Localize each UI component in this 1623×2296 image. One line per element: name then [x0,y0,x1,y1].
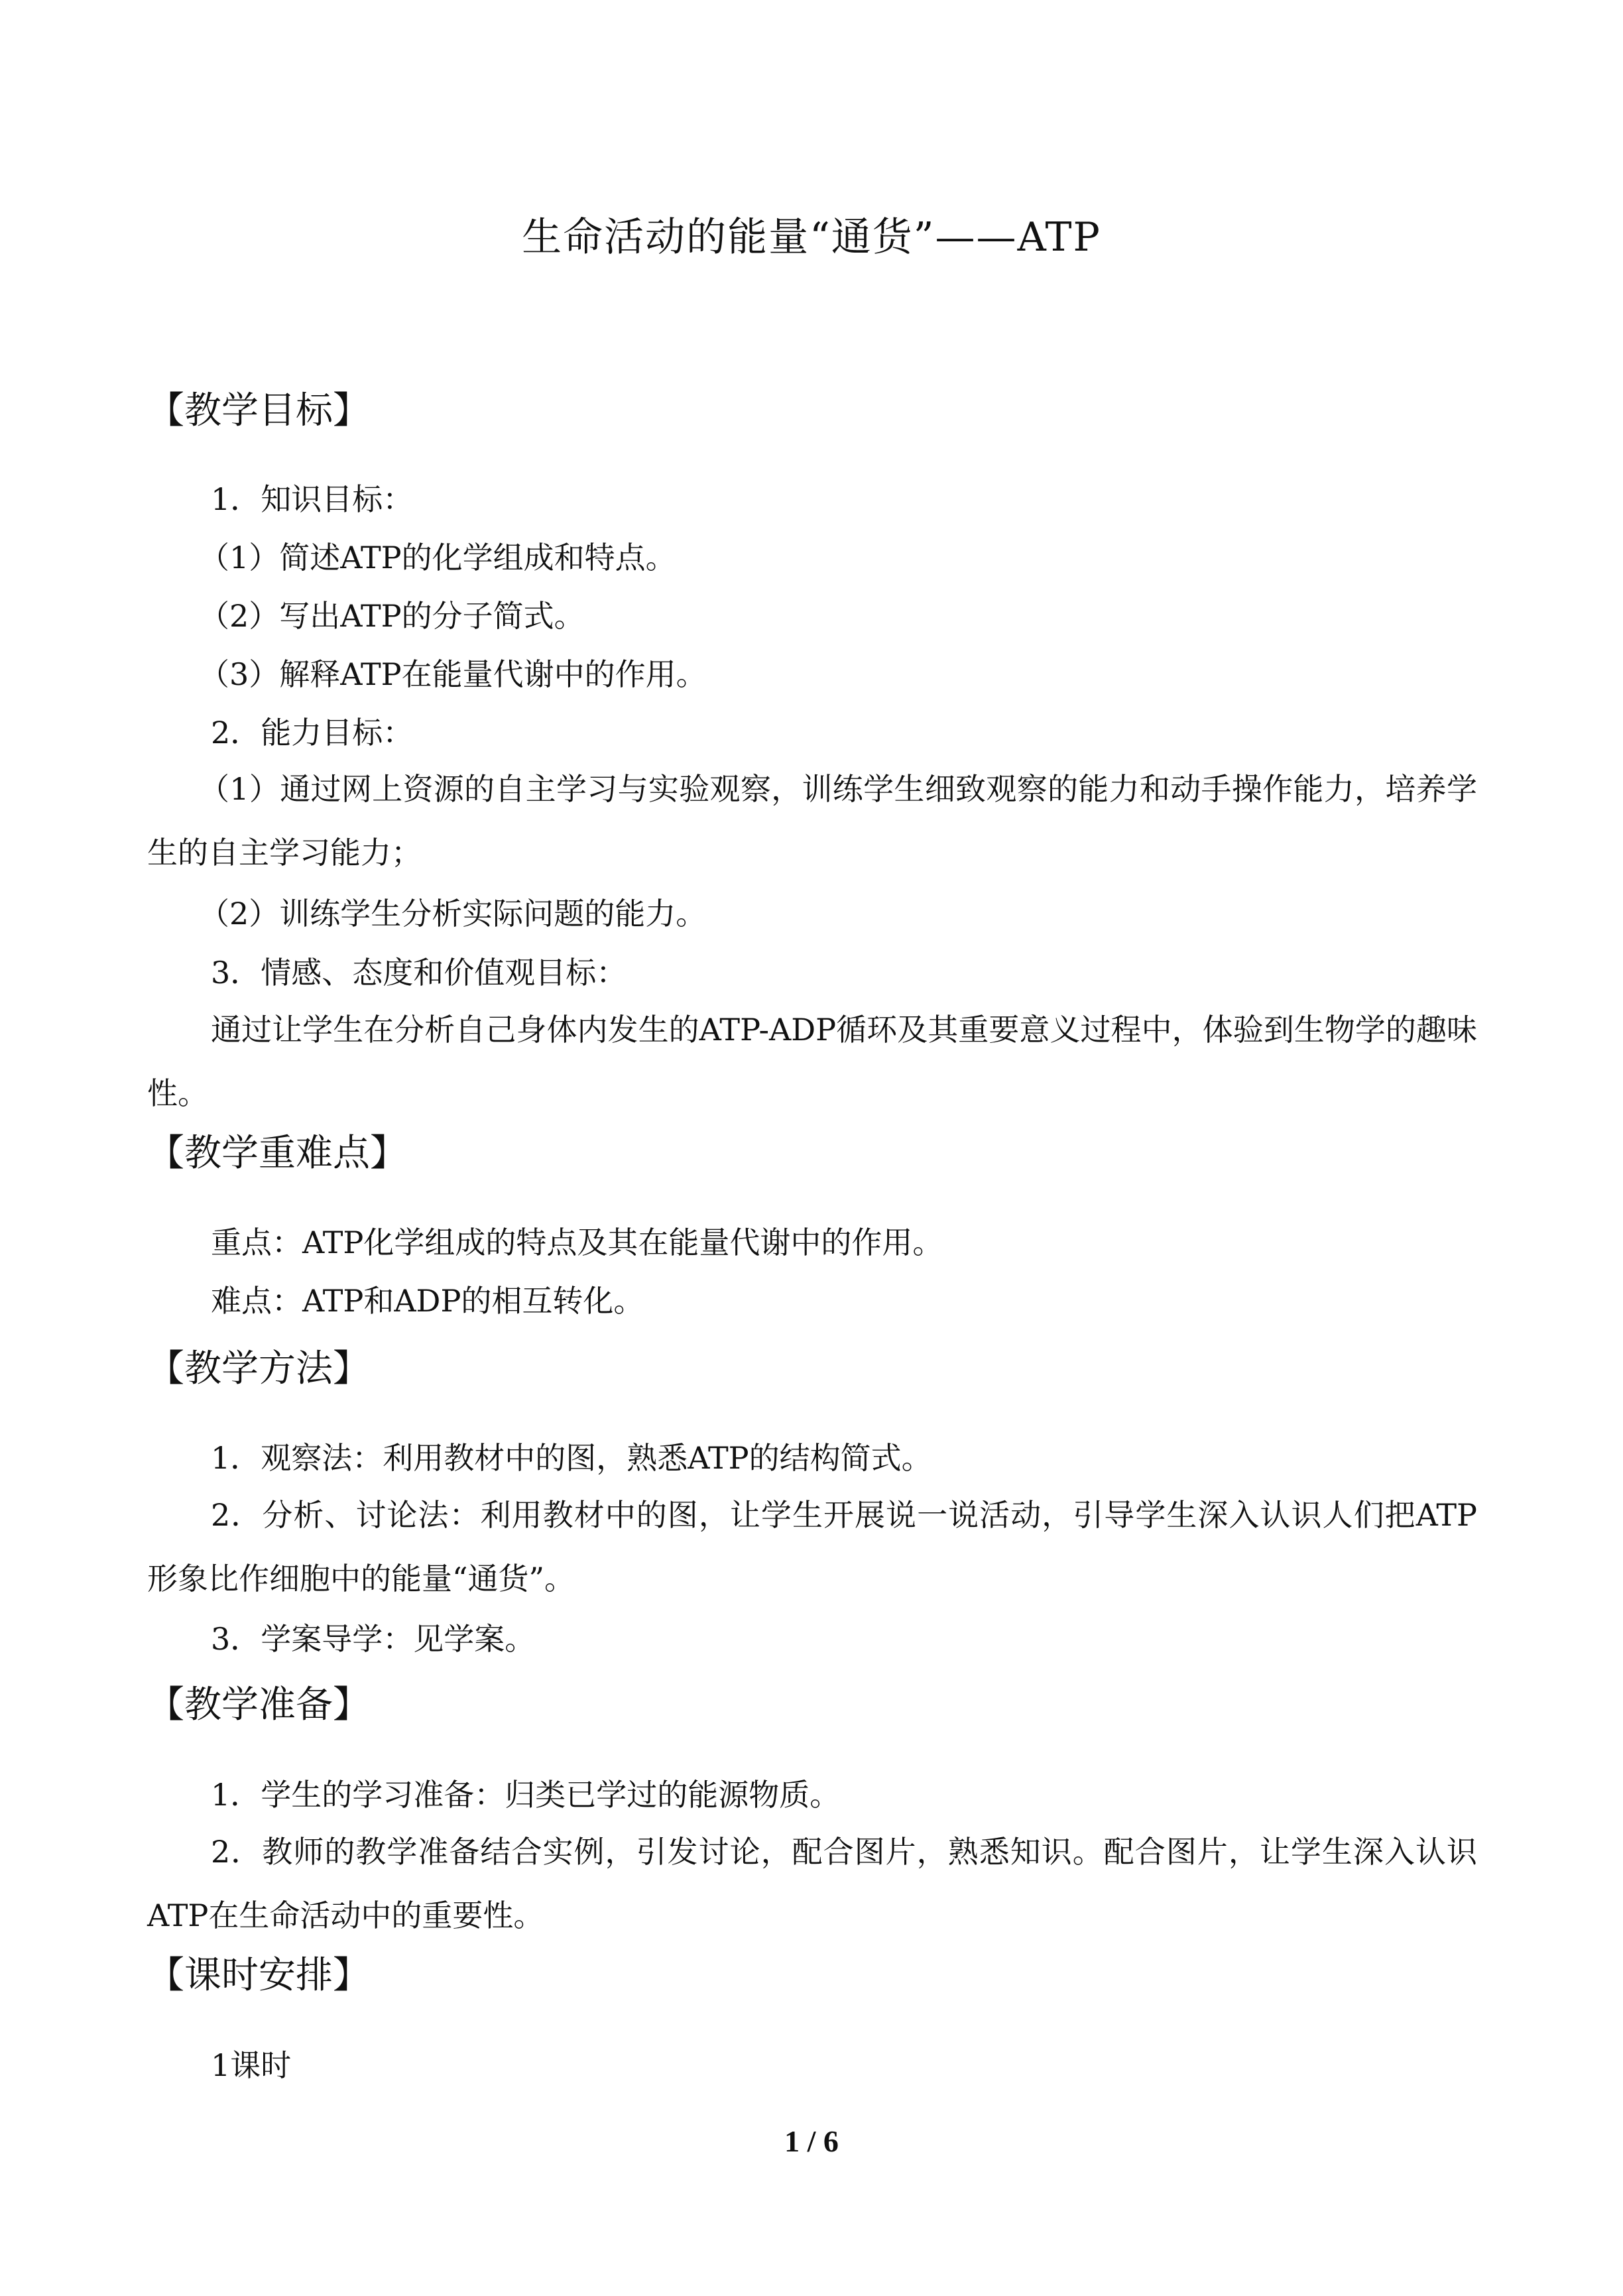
knowledge-item-3: （3）解释ATP在能量代谢中的作用。 [199,656,707,692]
knowledge-item-1: （1）简述ATP的化学组成和特点。 [199,540,676,575]
heading-objectives: 【教学目标】 [147,389,370,432]
ability-item-1: （1）通过网上资源的自主学习与实验观察，训练学生细致观察的能力和动手操作能力，培养学生的自主学习能力； [147,771,1477,871]
emotion-objectives-title: 3．情感、态度和价值观目标： [211,955,627,991]
difficult-point: 难点：ATP和ADP的相互转化。 [211,1283,644,1319]
heading-preparation: 【教学准备】 [147,1683,370,1726]
preparation-item-2: 2．教师的教学准备结合实例，引发讨论，配合图片，熟悉知识。配合图片，让学生深入认识ATP在生命活动中的重要性。 [147,1834,1477,1933]
ability-objectives-title: 2．能力目标： [211,715,414,751]
page-number: 1 / 6 [784,2124,839,2158]
ability-item-2: （2）训练学生分析实际问题的能力。 [199,896,707,932]
heading-schedule: 【课时安排】 [147,1954,370,1997]
method-item-3: 3．学案导学：见学案。 [211,1621,536,1657]
key-point: 重点：ATP化学组成的特点及其在能量代谢中的作用。 [211,1225,943,1260]
schedule-text: 1课时 [211,2047,292,2083]
heading-key-points: 【教学重难点】 [147,1132,407,1175]
knowledge-objectives-title: 1．知识目标： [211,481,414,517]
method-item-2: 2．分析、讨论法：利用教材中的图，让学生开展说一说活动，引导学生深入认识人们把ATP形象比作细胞中的能量“通货”。 [147,1497,1477,1597]
preparation-item-1: 1．学生的学习准备：归类已学过的能源物质。 [211,1777,841,1813]
document-title: 生命活动的能量“通货”——ATP [522,214,1101,261]
knowledge-item-2: （2）写出ATP的分子简式。 [199,598,585,634]
emotion-objectives-text: 通过让学生在分析自己身体内发生的ATP-ADP循环及其重要意义过程中，体验到生物学的趣味性。 [147,1012,1477,1111]
heading-methods: 【教学方法】 [147,1347,370,1390]
method-item-1: 1．观察法：利用教材中的图，熟悉ATP的结构简式。 [211,1440,932,1476]
